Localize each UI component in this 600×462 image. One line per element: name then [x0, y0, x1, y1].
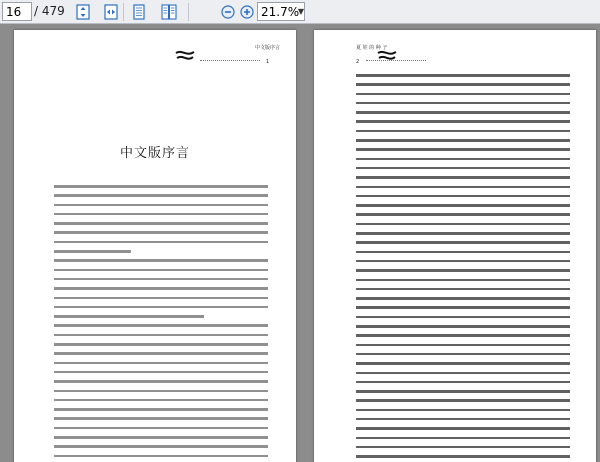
chevron-down-icon: ▼ — [297, 6, 305, 16]
document-page-left — [14, 30, 296, 462]
page-number: 1 — [266, 59, 270, 65]
toolbar-separator — [188, 3, 189, 21]
header-rule — [366, 60, 426, 62]
document-page-right — [314, 30, 596, 462]
two-page-icon — [161, 4, 177, 20]
pdf-toolbar — [0, 0, 600, 24]
zoom-in-button[interactable] — [238, 2, 256, 21]
running-header: 夏 娃 的 种 子 — [356, 45, 388, 51]
single-page-icon — [132, 4, 146, 20]
page-number-input[interactable] — [2, 2, 32, 21]
page-count: / 479 — [34, 4, 65, 18]
zoom-out-button[interactable] — [219, 2, 237, 21]
zoom-dropdown[interactable] — [297, 5, 305, 17]
ornament-icon — [174, 49, 196, 63]
page-title: 中文版序言 — [119, 146, 190, 161]
running-header: 中文版序言 — [254, 45, 280, 51]
header-rule — [200, 60, 260, 62]
zoom-out-icon — [221, 5, 235, 19]
fit-width-button[interactable] — [102, 2, 120, 21]
fit-page-icon — [76, 4, 90, 20]
toolbar-separator — [123, 3, 124, 21]
single-page-view-button[interactable] — [130, 2, 148, 21]
page-number: 2 — [356, 59, 360, 65]
zoom-in-icon — [240, 5, 254, 19]
two-page-view-button[interactable] — [160, 2, 178, 21]
body-text — [54, 185, 268, 462]
body-text — [356, 74, 570, 462]
fit-width-icon — [104, 4, 118, 20]
fit-page-button[interactable] — [74, 2, 92, 21]
document-viewer[interactable] — [0, 24, 600, 462]
